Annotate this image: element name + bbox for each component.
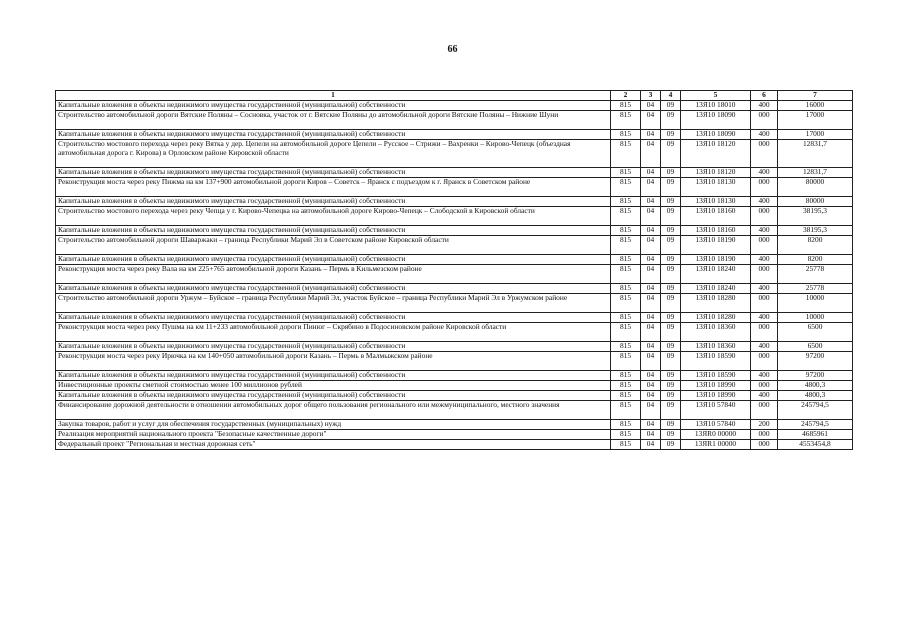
row-section-cell: 04 <box>641 313 661 323</box>
row-name-cell: Закупка товаров, работ и услуг для обеспечения государственных (муниципальных) нужд <box>56 420 611 430</box>
row-grbs-cell: 815 <box>611 430 641 440</box>
row-subsection-cell: 09 <box>661 391 681 401</box>
table-row <box>56 178 853 197</box>
header-col-5: 5 <box>681 91 751 101</box>
table-row <box>56 313 853 323</box>
row-expense-type-cell: 400 <box>751 313 778 323</box>
row-expense-type-cell: 000 <box>751 207 778 226</box>
row-expense-type-cell: 400 <box>751 101 778 111</box>
row-amount-cell: 4800,3 <box>778 391 853 401</box>
row-name-cell: Капитальные вложения в объекты недвижимого имущества государственной (муниципальной) собственности <box>56 391 611 401</box>
row-subsection-cell: 09 <box>661 381 681 391</box>
row-subsection-cell: 09 <box>661 313 681 323</box>
row-section-cell: 04 <box>641 236 661 255</box>
row-section-cell: 04 <box>641 294 661 313</box>
row-name-cell: Капитальные вложения в объекты недвижимого имущества государственной (муниципальной) собственности <box>56 168 611 178</box>
row-target-article-cell: 13Я10 18280 <box>681 294 751 313</box>
row-section-cell: 04 <box>641 371 661 381</box>
row-target-article-cell: 13Я10 18130 <box>681 178 751 197</box>
row-target-article-cell: 13Я10 18190 <box>681 255 751 265</box>
row-grbs-cell: 815 <box>611 313 641 323</box>
table-row <box>56 197 853 207</box>
row-expense-type-cell: 000 <box>751 430 778 440</box>
row-subsection-cell: 09 <box>661 130 681 140</box>
header-col-3: 3 <box>641 91 661 101</box>
row-name-cell: Реконструкция моста через реку Пушма на км 11+233 автомобильной дороги Пинюг – Скрябино в Подосиновском районе Кировской области <box>56 323 611 342</box>
row-section-cell: 04 <box>641 140 661 168</box>
row-amount-cell: 4553454,8 <box>778 440 853 450</box>
row-target-article-cell: 13Я10 18010 <box>681 101 751 111</box>
page-number: 66 <box>447 44 458 55</box>
row-expense-type-cell: 000 <box>751 401 778 420</box>
table-row <box>56 352 853 371</box>
row-section-cell: 04 <box>641 197 661 207</box>
row-grbs-cell: 815 <box>611 323 641 342</box>
row-target-article-cell: 13Я10 18090 <box>681 111 751 130</box>
row-expense-type-cell: 000 <box>751 178 778 197</box>
row-expense-type-cell: 000 <box>751 236 778 255</box>
row-grbs-cell: 815 <box>611 226 641 236</box>
row-subsection-cell: 09 <box>661 178 681 197</box>
row-subsection-cell: 09 <box>661 226 681 236</box>
table-row <box>56 168 853 178</box>
row-expense-type-cell: 400 <box>751 371 778 381</box>
row-subsection-cell: 09 <box>661 236 681 255</box>
row-section-cell: 04 <box>641 430 661 440</box>
row-name-cell: Реконструкция моста через реку Ирючка на км 140+050 автомобильной дороги Казань – Пермь в Малмыжском районе <box>56 352 611 371</box>
row-amount-cell: 4685961 <box>778 430 853 440</box>
row-grbs-cell: 815 <box>611 207 641 226</box>
row-section-cell: 04 <box>641 101 661 111</box>
row-subsection-cell: 09 <box>661 342 681 352</box>
row-subsection-cell: 09 <box>661 371 681 381</box>
row-section-cell: 04 <box>641 168 661 178</box>
row-target-article-cell: 13Я10 18130 <box>681 197 751 207</box>
row-grbs-cell: 815 <box>611 352 641 371</box>
row-amount-cell: 12831,7 <box>778 140 853 168</box>
row-amount-cell: 16000 <box>778 101 853 111</box>
table-row <box>56 226 853 236</box>
row-expense-type-cell: 000 <box>751 111 778 130</box>
row-grbs-cell: 815 <box>611 178 641 197</box>
row-name-cell: Финансирование дорожной деятельности в отношении автомобильных дорог общего пользования регионального или межмуниципального, местного значения <box>56 401 611 420</box>
row-target-article-cell: 13ЯR1 00000 <box>681 440 751 450</box>
row-target-article-cell: 13Я10 18590 <box>681 371 751 381</box>
row-amount-cell: 17000 <box>778 111 853 130</box>
row-target-article-cell: 13Я10 18240 <box>681 284 751 294</box>
table-row <box>56 381 853 391</box>
row-expense-type-cell: 000 <box>751 352 778 371</box>
row-grbs-cell: 815 <box>611 284 641 294</box>
row-expense-type-cell: 400 <box>751 391 778 401</box>
row-subsection-cell: 09 <box>661 323 681 342</box>
row-name-cell: Реализация мероприятий национального проекта "Безопасные качественные дороги" <box>56 430 611 440</box>
row-target-article-cell: 13Я10 18590 <box>681 352 751 371</box>
row-grbs-cell: 815 <box>611 371 641 381</box>
row-expense-type-cell: 000 <box>751 323 778 342</box>
table-row <box>56 207 853 226</box>
row-target-article-cell: 13Я10 18280 <box>681 313 751 323</box>
row-target-article-cell: 13Я10 18990 <box>681 381 751 391</box>
row-target-article-cell: 13Я10 57840 <box>681 401 751 420</box>
row-name-cell: Капитальные вложения в объекты недвижимого имущества государственной (муниципальной) собственности <box>56 342 611 352</box>
row-section-cell: 04 <box>641 323 661 342</box>
row-expense-type-cell: 000 <box>751 381 778 391</box>
row-grbs-cell: 815 <box>611 130 641 140</box>
table-row <box>56 342 853 352</box>
row-section-cell: 04 <box>641 342 661 352</box>
row-grbs-cell: 815 <box>611 401 641 420</box>
row-section-cell: 04 <box>641 255 661 265</box>
table-row <box>56 391 853 401</box>
row-grbs-cell: 815 <box>611 168 641 178</box>
row-target-article-cell: 13Я10 18240 <box>681 265 751 284</box>
row-subsection-cell: 09 <box>661 401 681 420</box>
row-expense-type-cell: 400 <box>751 255 778 265</box>
row-section-cell: 04 <box>641 352 661 371</box>
row-expense-type-cell: 000 <box>751 294 778 313</box>
row-target-article-cell: 13Я10 18360 <box>681 342 751 352</box>
row-section-cell: 04 <box>641 265 661 284</box>
row-target-article-cell: 13Я10 18190 <box>681 236 751 255</box>
row-section-cell: 04 <box>641 440 661 450</box>
row-target-article-cell: 13Я10 57840 <box>681 420 751 430</box>
row-amount-cell: 97200 <box>778 371 853 381</box>
row-amount-cell: 38195,3 <box>778 207 853 226</box>
row-target-article-cell: 13Я10 18120 <box>681 168 751 178</box>
table-row <box>56 371 853 381</box>
table-row <box>56 323 853 342</box>
row-name-cell: Федеральный проект "Региональная и местная дорожная сеть" <box>56 440 611 450</box>
row-section-cell: 04 <box>641 381 661 391</box>
table-body <box>56 101 853 450</box>
row-expense-type-cell: 000 <box>751 440 778 450</box>
row-expense-type-cell: 400 <box>751 130 778 140</box>
row-name-cell: Реконструкция моста через реку Пижма на км 137+900 автомобильной дороги Киров – Советск – Яранск с подъездом к г. Яранск в Советском районе <box>56 178 611 197</box>
row-amount-cell: 8200 <box>778 236 853 255</box>
row-name-cell: Капитальные вложения в объекты недвижимого имущества государственной (муниципальной) собственности <box>56 101 611 111</box>
header-col-7: 7 <box>778 91 853 101</box>
row-section-cell: 04 <box>641 178 661 197</box>
row-amount-cell: 6500 <box>778 323 853 342</box>
row-target-article-cell: 13Я10 18160 <box>681 207 751 226</box>
row-name-cell: Капитальные вложения в объекты недвижимого имущества государственной (муниципальной) собственности <box>56 284 611 294</box>
row-grbs-cell: 815 <box>611 255 641 265</box>
table-row <box>56 440 853 450</box>
row-name-cell: Строительство автомобильной дороги Вятские Поляны – Сосновка, участок от г. Вятские Поляны до автомобильной дороги Вятские Поляны – Нижние Шуни <box>56 111 611 130</box>
table-row <box>56 401 853 420</box>
row-section-cell: 04 <box>641 130 661 140</box>
row-section-cell: 04 <box>641 226 661 236</box>
table-row <box>56 284 853 294</box>
row-grbs-cell: 815 <box>611 420 641 430</box>
row-grbs-cell: 815 <box>611 101 641 111</box>
row-amount-cell: 80000 <box>778 178 853 197</box>
row-amount-cell: 245794,5 <box>778 401 853 420</box>
row-amount-cell: 6500 <box>778 342 853 352</box>
row-expense-type-cell: 400 <box>751 168 778 178</box>
row-subsection-cell: 09 <box>661 255 681 265</box>
budget-table <box>55 90 853 450</box>
row-name-cell: Строительство автомобильной дороги Шаваржаки – граница Республики Марий Эл в Советском районе Кировской области <box>56 236 611 255</box>
row-name-cell: Капитальные вложения в объекты недвижимого имущества государственной (муниципальной) собственности <box>56 130 611 140</box>
row-subsection-cell: 09 <box>661 430 681 440</box>
row-subsection-cell: 09 <box>661 111 681 130</box>
row-amount-cell: 245794,5 <box>778 420 853 430</box>
table-row <box>56 236 853 255</box>
row-amount-cell: 25778 <box>778 265 853 284</box>
row-grbs-cell: 815 <box>611 140 641 168</box>
row-expense-type-cell: 400 <box>751 342 778 352</box>
row-amount-cell: 25778 <box>778 284 853 294</box>
row-amount-cell: 8200 <box>778 255 853 265</box>
row-section-cell: 04 <box>641 401 661 420</box>
row-name-cell: Строительство автомобильной дороги Уржум – Буйское – граница Республики Марий Эл, участок Буйское – граница Республики Марий Эл в Уржумском районе <box>56 294 611 313</box>
row-expense-type-cell: 400 <box>751 284 778 294</box>
row-subsection-cell: 09 <box>661 207 681 226</box>
row-name-cell: Капитальные вложения в объекты недвижимого имущества государственной (муниципальной) собственности <box>56 197 611 207</box>
row-grbs-cell: 815 <box>611 381 641 391</box>
row-grbs-cell: 815 <box>611 342 641 352</box>
row-amount-cell: 97200 <box>778 352 853 371</box>
table-row <box>56 101 853 111</box>
row-subsection-cell: 09 <box>661 265 681 284</box>
row-expense-type-cell: 200 <box>751 420 778 430</box>
table-row <box>56 255 853 265</box>
row-grbs-cell: 815 <box>611 236 641 255</box>
row-section-cell: 04 <box>641 391 661 401</box>
row-expense-type-cell: 000 <box>751 140 778 168</box>
row-target-article-cell: 13Я10 18360 <box>681 323 751 342</box>
row-section-cell: 04 <box>641 207 661 226</box>
row-amount-cell: 38195,3 <box>778 226 853 236</box>
header-col-4: 4 <box>661 91 681 101</box>
row-target-article-cell: 13ЯR0 00000 <box>681 430 751 440</box>
table-header-row <box>56 91 853 101</box>
table-row <box>56 420 853 430</box>
row-subsection-cell: 09 <box>661 140 681 168</box>
row-grbs-cell: 815 <box>611 197 641 207</box>
row-section-cell: 04 <box>641 111 661 130</box>
table-row <box>56 111 853 130</box>
row-target-article-cell: 13Я10 18990 <box>681 391 751 401</box>
row-target-article-cell: 13Я10 18120 <box>681 140 751 168</box>
row-subsection-cell: 09 <box>661 420 681 430</box>
row-name-cell: Строительство мостового перехода через реку Вятка у дер. Цепели на автомобильной дороге Цепели – Русское – Стрижи – Вахренки – Кирово-Чепецк (объездная автомобильная дорога г. Кирова) в Орловском районе Кировской области <box>56 140 611 168</box>
row-grbs-cell: 815 <box>611 391 641 401</box>
row-amount-cell: 10000 <box>778 313 853 323</box>
row-grbs-cell: 815 <box>611 111 641 130</box>
row-subsection-cell: 09 <box>661 101 681 111</box>
table-row <box>56 265 853 284</box>
row-amount-cell: 80000 <box>778 197 853 207</box>
row-name-cell: Капитальные вложения в объекты недвижимого имущества государственной (муниципальной) собственности <box>56 313 611 323</box>
header-col-1: 1 <box>56 91 611 101</box>
row-amount-cell: 4800,3 <box>778 381 853 391</box>
row-subsection-cell: 09 <box>661 168 681 178</box>
row-grbs-cell: 815 <box>611 265 641 284</box>
row-amount-cell: 12831,7 <box>778 168 853 178</box>
row-expense-type-cell: 400 <box>751 226 778 236</box>
row-name-cell: Капитальные вложения в объекты недвижимого имущества государственной (муниципальной) собственности <box>56 226 611 236</box>
table-row <box>56 430 853 440</box>
table-row <box>56 294 853 313</box>
row-name-cell: Капитальные вложения в объекты недвижимого имущества государственной (муниципальной) собственности <box>56 371 611 381</box>
row-subsection-cell: 09 <box>661 352 681 371</box>
row-name-cell: Строительство мостового перехода через реку Чепца у г. Кирово-Чепецка на автомобильной дороге Кирово-Чепецк – Слободской в Кировской области <box>56 207 611 226</box>
row-expense-type-cell: 400 <box>751 197 778 207</box>
row-target-article-cell: 13Я10 18160 <box>681 226 751 236</box>
row-amount-cell: 17000 <box>778 130 853 140</box>
row-name-cell: Капитальные вложения в объекты недвижимого имущества государственной (муниципальной) собственности <box>56 255 611 265</box>
row-amount-cell: 10000 <box>778 294 853 313</box>
row-grbs-cell: 815 <box>611 440 641 450</box>
table-row <box>56 130 853 140</box>
header-col-2: 2 <box>611 91 641 101</box>
row-target-article-cell: 13Я10 18090 <box>681 130 751 140</box>
row-expense-type-cell: 000 <box>751 265 778 284</box>
row-subsection-cell: 09 <box>661 284 681 294</box>
row-name-cell: Реконструкция моста через реку Вала на км 225+765 автомобильной дороги Казань – Пермь в Кильмезском районе <box>56 265 611 284</box>
row-section-cell: 04 <box>641 284 661 294</box>
row-subsection-cell: 09 <box>661 197 681 207</box>
header-col-6: 6 <box>751 91 778 101</box>
row-subsection-cell: 09 <box>661 294 681 313</box>
row-name-cell: Инвестиционные проекты сметной стоимостью менее 100 миллионов рублей <box>56 381 611 391</box>
table-row <box>56 140 853 168</box>
row-section-cell: 04 <box>641 420 661 430</box>
row-grbs-cell: 815 <box>611 294 641 313</box>
row-subsection-cell: 09 <box>661 440 681 450</box>
